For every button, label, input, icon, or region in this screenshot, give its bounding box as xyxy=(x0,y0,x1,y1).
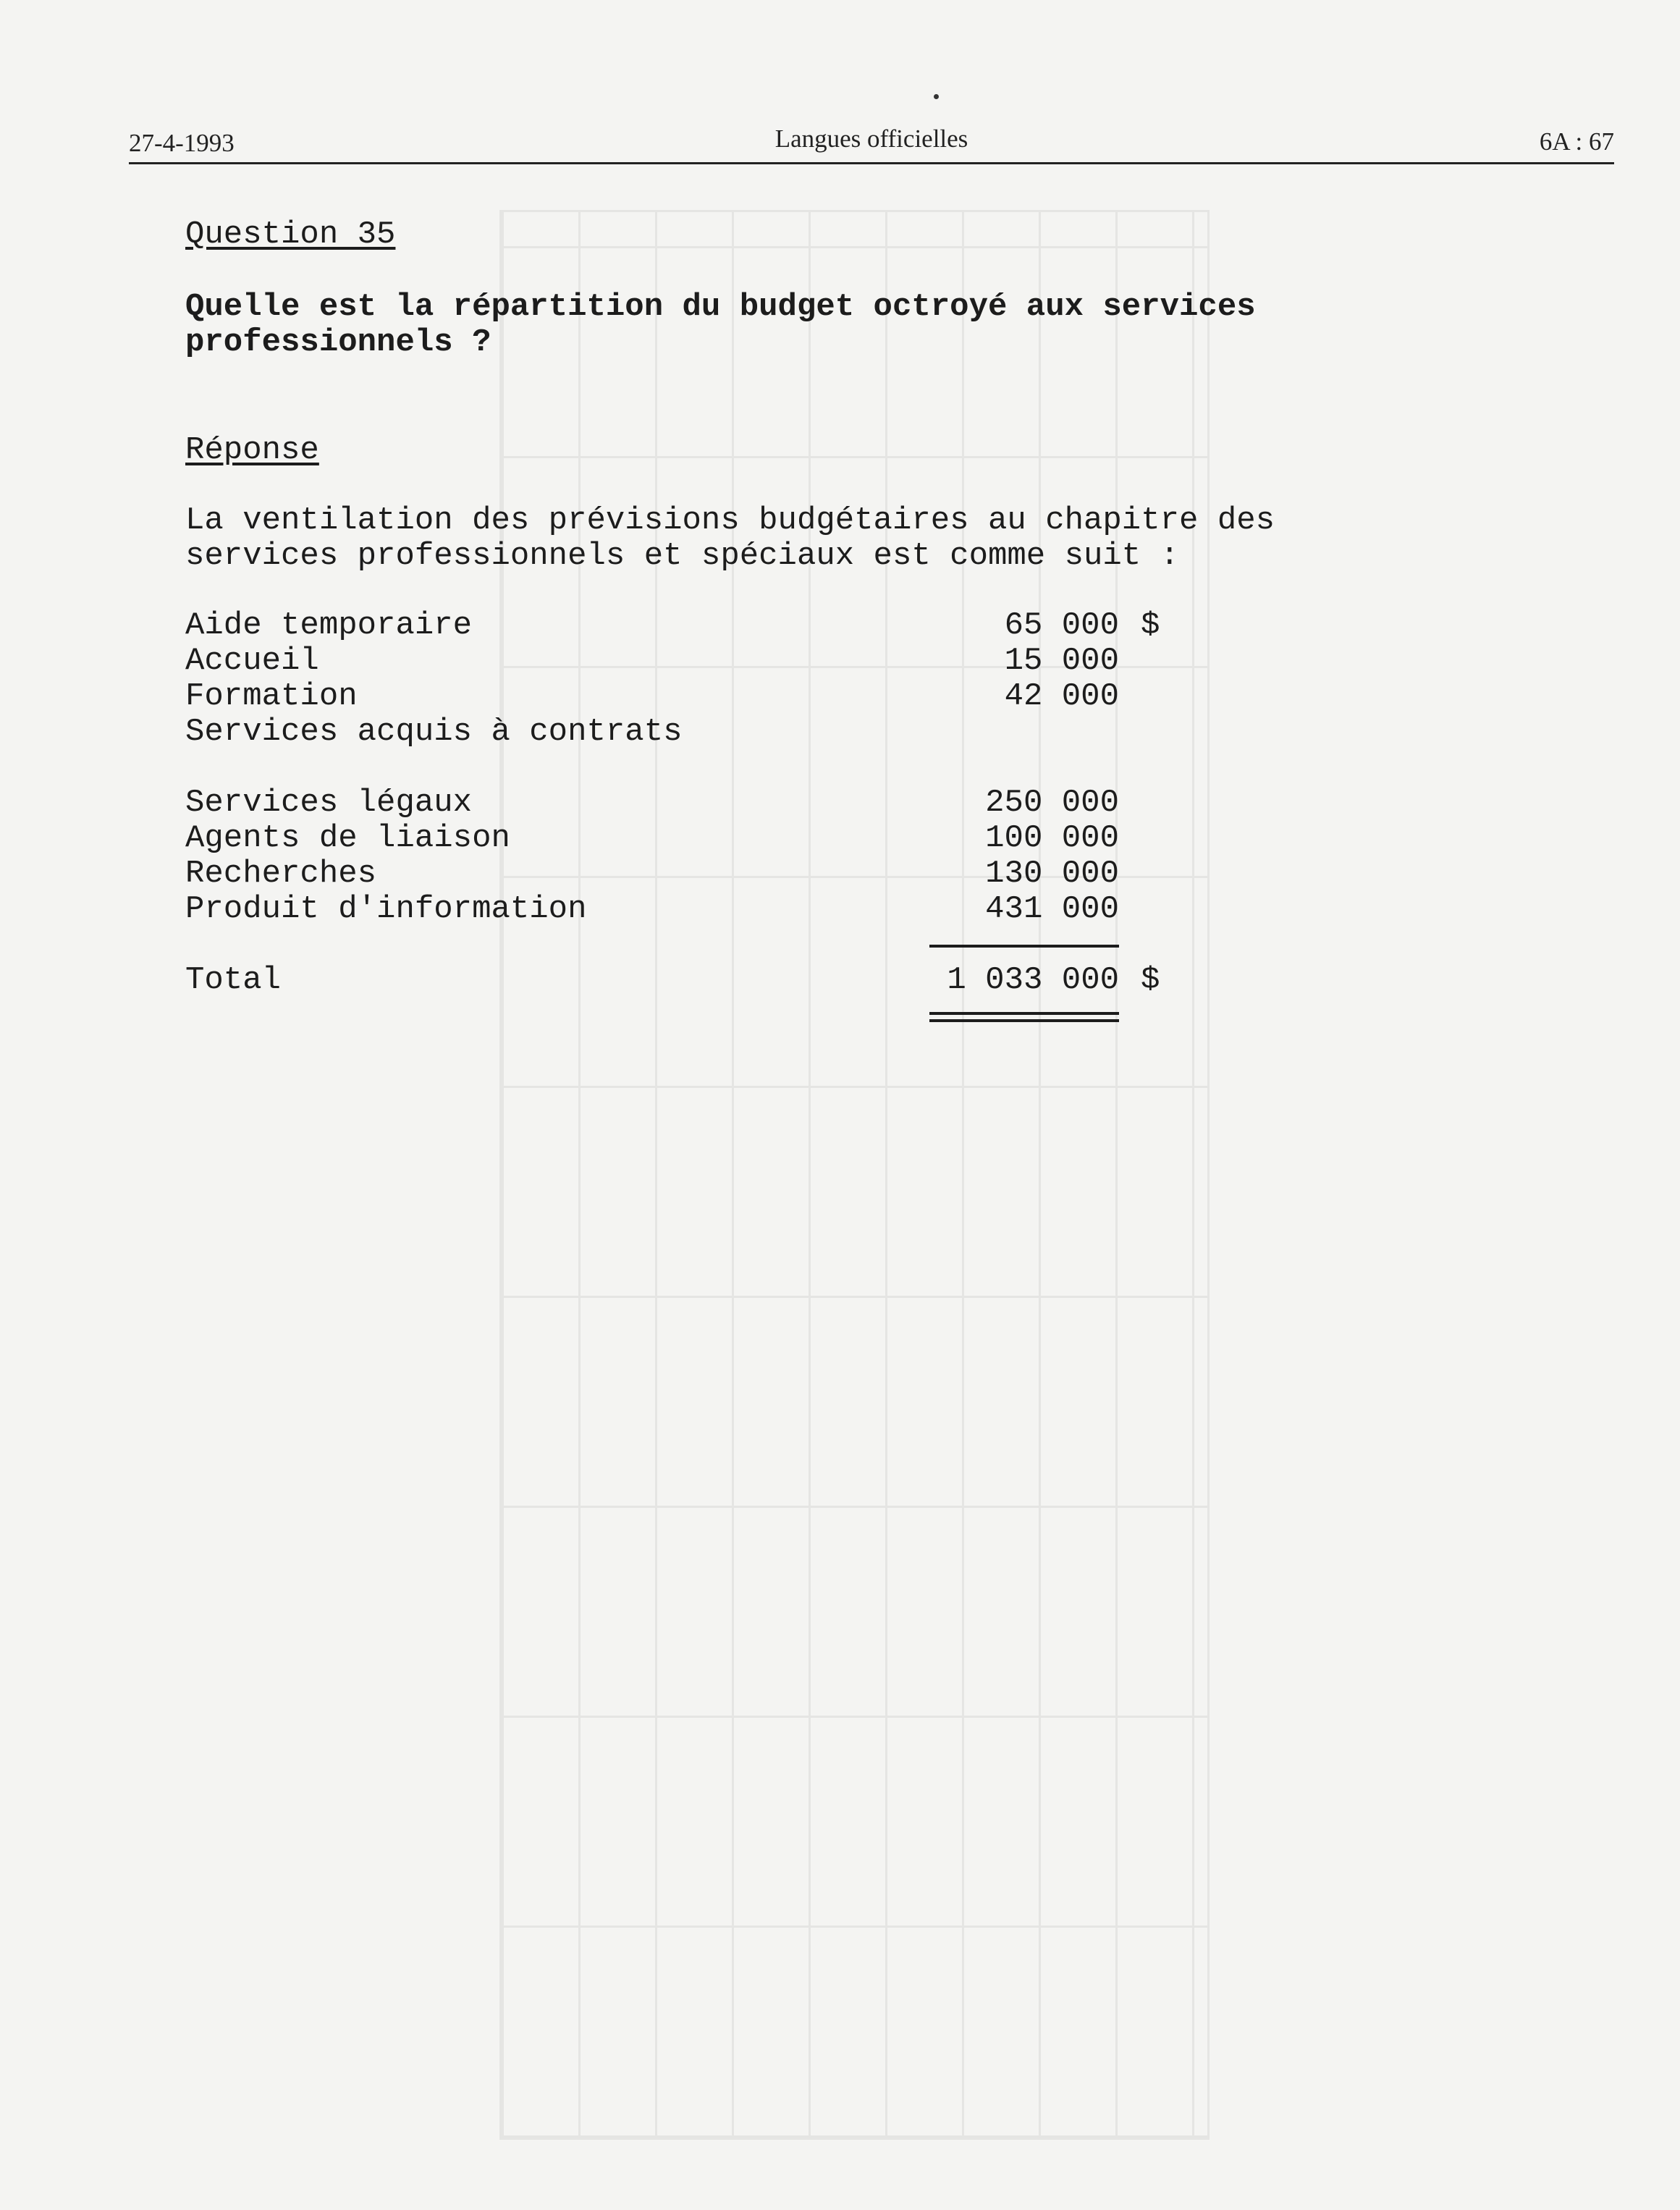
total-amount: 1 033 000 xyxy=(947,962,1119,998)
budget-row xyxy=(185,821,1199,856)
question-text: Quelle est la répartition du budget octroyé aux services professionnels ? xyxy=(185,289,1256,360)
budget-label: Produit d'information xyxy=(185,891,587,927)
subtotal-rule xyxy=(929,945,1119,948)
budget-row xyxy=(185,856,1199,892)
total-double-rule xyxy=(929,1012,1119,1022)
budget-amount: 250 000 xyxy=(985,785,1119,821)
budget-label: Formation xyxy=(185,678,358,714)
question-heading: Question 35 xyxy=(185,216,396,253)
budget-amount: 42 000 xyxy=(1004,678,1119,714)
budget-row xyxy=(185,892,1199,927)
total-row xyxy=(185,963,1199,998)
currency-symbol: $ xyxy=(1141,962,1160,998)
total-label: Total xyxy=(185,962,282,998)
budget-amount: 15 000 xyxy=(1004,643,1119,679)
budget-amount: 100 000 xyxy=(985,820,1119,856)
budget-label: Recherches xyxy=(185,856,377,892)
bleed-through-table xyxy=(499,210,1210,2140)
page-header xyxy=(129,125,1614,164)
budget-row xyxy=(185,608,1199,644)
budget-label: Aide temporaire xyxy=(185,607,473,644)
budget-label: Accueil xyxy=(185,643,319,679)
header-title: Langues officielles xyxy=(774,125,968,153)
budget-row xyxy=(185,679,1199,714)
budget-label: Services légaux xyxy=(185,785,473,821)
header-date: 27-4-1993 xyxy=(129,129,235,157)
budget-label: Services acquis à contrats xyxy=(185,714,683,750)
budget-row xyxy=(185,785,1199,821)
answer-heading: Réponse xyxy=(185,432,319,468)
answer-intro: La ventilation des prévisions budgétaires au chapitre des services professionnels et spéciaux est comme suit : xyxy=(185,502,1275,574)
budget-amount: 431 000 xyxy=(985,891,1119,927)
budget-amount: 130 000 xyxy=(985,856,1119,892)
budget-row xyxy=(185,644,1199,679)
currency-symbol: $ xyxy=(1141,607,1160,644)
budget-row xyxy=(185,714,1199,750)
budget-amount: 65 000 xyxy=(1004,607,1119,644)
ink-dot xyxy=(934,94,939,99)
budget-label: Agents de liaison xyxy=(185,820,510,856)
header-page-number: 6A : 67 xyxy=(1539,127,1614,156)
